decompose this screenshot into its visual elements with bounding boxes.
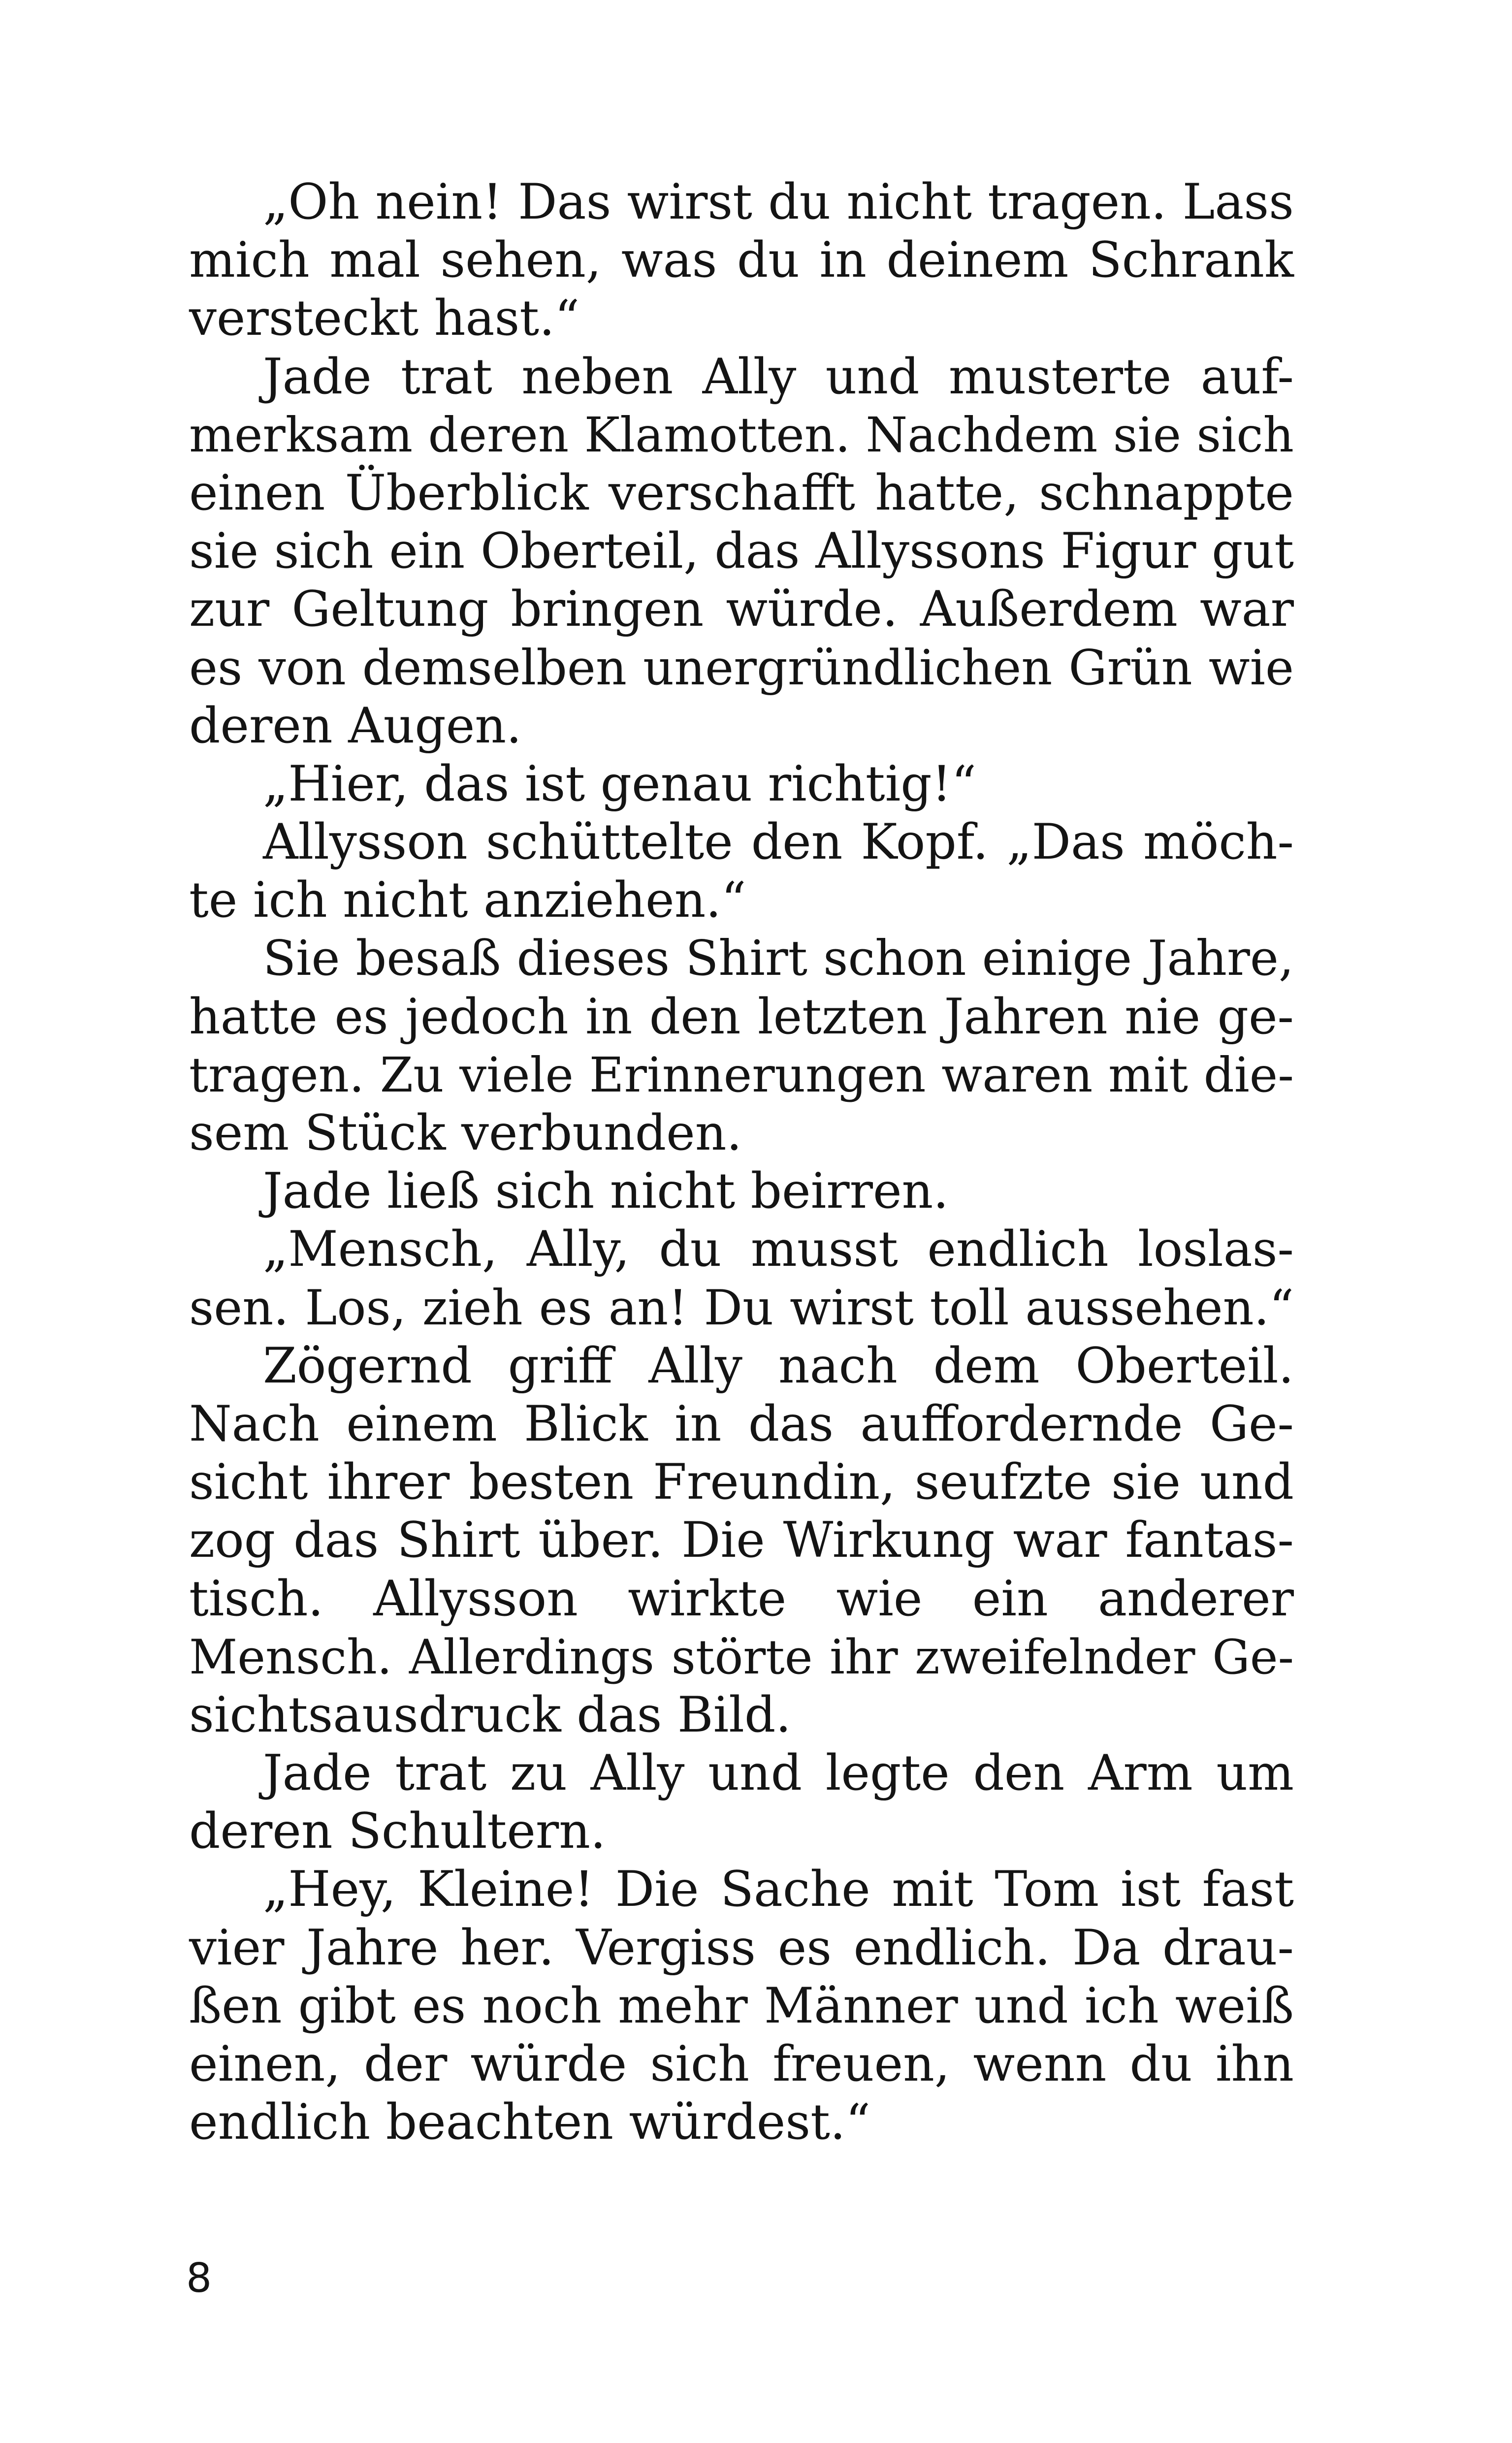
text-line: merksam deren Klamotten. Nachdem sie sich <box>189 407 1294 463</box>
text-line: Zögernd griff Ally nach dem Oberteil. <box>263 1337 1294 1394</box>
text-line: tisch. Allysson wirkte wie ein anderer <box>189 1570 1294 1627</box>
text-line: sem Stück verbunden. <box>189 1105 742 1161</box>
text-line: Allysson schüttelte den Kopf. „Das möch- <box>263 814 1294 871</box>
text-line: endlich beachten würdest.“ <box>189 2094 870 2151</box>
text-line: deren Schultern. <box>189 1803 606 1860</box>
text-line: ßen gibt es noch mehr Männer und ich weiß <box>189 1977 1294 2034</box>
text-line: versteckt hast.“ <box>189 290 580 347</box>
text-line: Jade trat neben Ally und musterte auf- <box>263 348 1294 405</box>
text-line: „Hey, Kleine! Die Sache mit Tom ist fast <box>263 1861 1294 1918</box>
body-text <box>189 173 1294 2152</box>
text-line: Jade trat zu Ally und legte den Arm um <box>263 1745 1294 1802</box>
text-line: „Hier, das ist genau richtig!“ <box>263 755 977 812</box>
text-line: „Mensch, Ally, du musst endlich loslas- <box>263 1221 1294 1278</box>
text-line: sicht ihrer besten Freundin, seufzte sie und <box>189 1454 1294 1511</box>
text-line: mich mal sehen, was du in deinem Schrank <box>189 232 1294 289</box>
text-line: hatte es jedoch in den letzten Jahren nie ge- <box>189 988 1294 1045</box>
text-line: sichtsausdruck das Bild. <box>189 1686 791 1743</box>
text-line: zog das Shirt über. Die Wirkung war fantas- <box>189 1512 1294 1569</box>
text-line: Sie besaß dieses Shirt schon einige Jahre, <box>263 931 1294 987</box>
text-line: Mensch. Allerdings störte ihr zweifelnder Ge- <box>189 1629 1294 1685</box>
text-line: sie sich ein Oberteil, das Allyssons Figur gut <box>189 523 1294 580</box>
text-line: deren Augen. <box>189 697 522 754</box>
text-line: vier Jahre her. Vergiss es endlich. Da drau- <box>189 1919 1294 1976</box>
text-line: einen, der würde sich freuen, wenn du ihn <box>189 2036 1294 2092</box>
text-line: „Oh nein! Das wirst du nicht tragen. Lass <box>263 174 1294 230</box>
text-line: sen. Los, zieh es an! Du wirst toll aussehen.“ <box>189 1280 1294 1336</box>
page-number: 8 <box>186 2255 212 2302</box>
text-line: Nach einem Blick in das auffordernde Ge- <box>189 1395 1294 1452</box>
text-line: te ich nicht anziehen.“ <box>189 872 746 929</box>
text-line: tragen. Zu viele Erinnerungen waren mit die- <box>189 1047 1294 1103</box>
text-line: Jade ließ sich nicht beirren. <box>263 1163 949 1220</box>
text-line: es von demselben unergründlichen Grün wie <box>189 640 1294 696</box>
text-line: einen Überblick verschafft hatte, schnappte <box>189 464 1294 521</box>
text-line: zur Geltung bringen würde. Außerdem war <box>189 581 1294 638</box>
